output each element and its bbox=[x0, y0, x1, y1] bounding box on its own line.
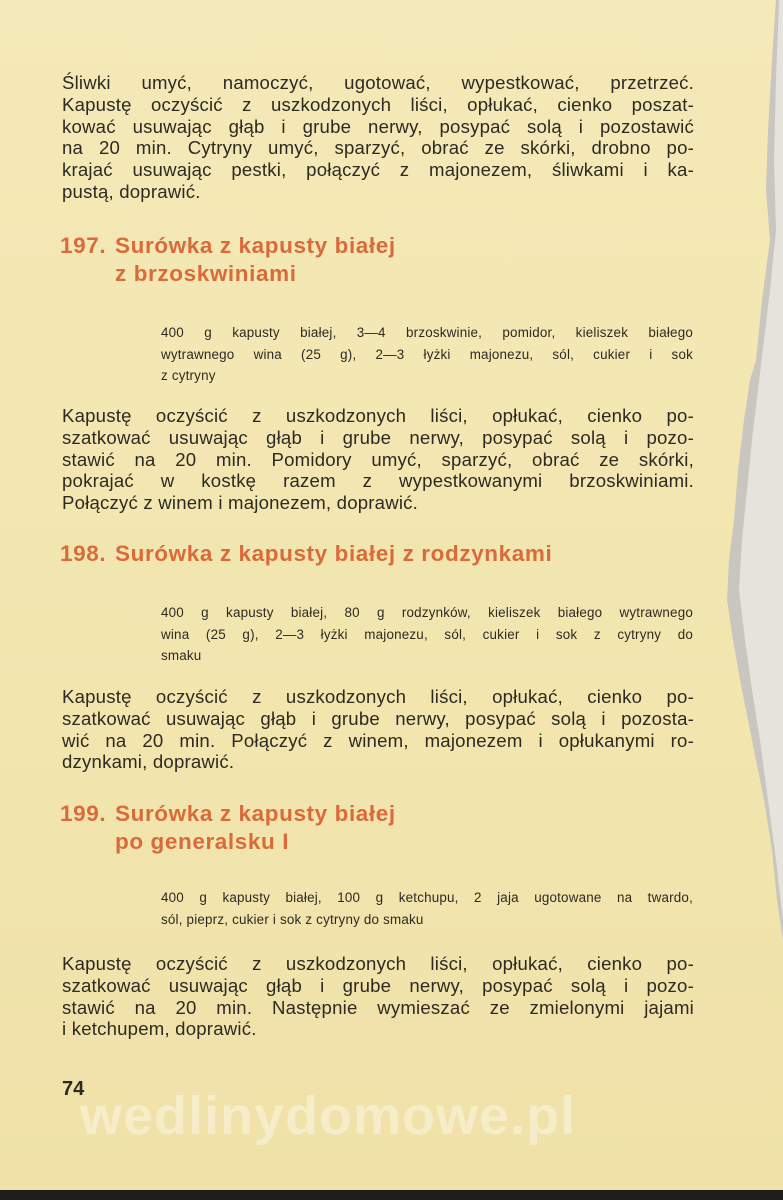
ingredient-line: 400 g kapusty białej, 80 g rodzynków, kieliszek białego wytrawnego bbox=[161, 605, 693, 620]
recipe-heading-198 bbox=[60, 540, 552, 568]
ingredient-line: sól, pieprz, cukier i sok z cytryny do smaku bbox=[161, 911, 424, 927]
ingredient-line: 400 g kapusty białej, 100 g ketchupu, 2 jaja ugotowane na twardo, bbox=[161, 890, 693, 905]
text-line: szatkować usuwając głąb i grube nerwy, posypać solą i pozo- bbox=[62, 426, 694, 448]
text-line: szatkować usuwając głąb i grube nerwy, posypać solą i pozosta- bbox=[62, 707, 694, 729]
recipe-number: 199. bbox=[60, 801, 107, 826]
text-line: pustą, doprawić. bbox=[62, 180, 201, 202]
text-line: Kapustę oczyścić z uszkodzonych liści, opłukać, cienko po- bbox=[62, 686, 694, 707]
text-line: stawić na 20 min. Następnie wymieszać ze zmielonymi jajami bbox=[62, 996, 694, 1018]
text-line: Śliwki umyć, namoczyć, ugotować, wypestkować, przetrzeć. bbox=[62, 72, 694, 93]
recipe-title-line: z brzoskwiniami bbox=[115, 261, 297, 286]
recipe-number: 197. bbox=[60, 233, 107, 258]
text-line: i ketchupem, doprawić. bbox=[62, 1018, 257, 1040]
recipe-ingredients-198 bbox=[161, 602, 693, 667]
text-line: Kapustę oczyścić z uszkodzonych liści, opłukać, cienko po- bbox=[62, 953, 694, 974]
recipe-instructions-199 bbox=[62, 953, 694, 1040]
recipe-title-line: Surówka z kapusty białej bbox=[115, 801, 396, 826]
scan-border bbox=[0, 1190, 783, 1200]
text-line: krajać usuwając pestki, połączyć z majonezem, śliwkami i ka- bbox=[62, 159, 694, 181]
ingredient-line: wina (25 g), 2—3 łyżki majonezu, sól, cukier i sok z cytryny do bbox=[161, 626, 693, 642]
text-line: wić na 20 min. Połączyć z winem, majonezem i opłukanymi ro- bbox=[62, 729, 694, 751]
recipe-title-line: Surówka z kapusty białej z rodzynkami bbox=[115, 541, 553, 566]
text-line: stawić na 20 min. Pomidory umyć, sparzyć, obrać ze skórki, bbox=[62, 448, 694, 470]
watermark: wedlinydomowe.pl bbox=[80, 1086, 577, 1146]
recipe-instructions-198 bbox=[62, 686, 694, 773]
ingredient-line: 400 g kapusty białej, 3—4 brzoskwinie, pomidor, kieliszek białego bbox=[161, 325, 693, 340]
text-line: kować usuwając głąb i grube nerwy, posypać solą i pozostawić bbox=[62, 115, 694, 137]
recipe-number: 198. bbox=[60, 541, 107, 566]
recipe-ingredients-197 bbox=[161, 322, 693, 387]
intro-paragraph bbox=[62, 72, 694, 203]
text-line: dzynkami, doprawić. bbox=[62, 751, 235, 773]
recipe-instructions-197 bbox=[62, 405, 694, 514]
recipe-title-line: Surówka z kapusty białej bbox=[115, 233, 396, 258]
ingredient-line: smaku bbox=[161, 648, 202, 663]
ingredient-line: z cytryny bbox=[161, 368, 216, 383]
recipe-heading-197 bbox=[60, 232, 396, 288]
recipe-ingredients-199 bbox=[161, 887, 693, 930]
text-line: Kapustę oczyścić z uszkodzonych liści, opłukać, cienko poszat- bbox=[62, 93, 694, 115]
recipe-heading-199 bbox=[60, 800, 396, 856]
ingredient-line: wytrawnego wina (25 g), 2—3 łyżki majonezu, sól, cukier i sok bbox=[161, 346, 693, 362]
page-number: 74 bbox=[62, 1078, 85, 1100]
text-line: Połączyć z winem i majonezem, doprawić. bbox=[62, 492, 419, 514]
recipe-title-line: po generalsku I bbox=[115, 829, 290, 854]
text-line: pokrajać w kostkę razem z wypestkowanymi brzoskwiniami. bbox=[62, 470, 694, 492]
text-line: szatkować usuwając głąb i grube nerwy, posypać solą i pozo- bbox=[62, 974, 694, 996]
text-line: na 20 min. Cytryny umyć, sparzyć, obrać ze skórki, drobno po- bbox=[62, 137, 694, 159]
text-line: Kapustę oczyścić z uszkodzonych liści, opłukać, cienko po- bbox=[62, 405, 694, 426]
